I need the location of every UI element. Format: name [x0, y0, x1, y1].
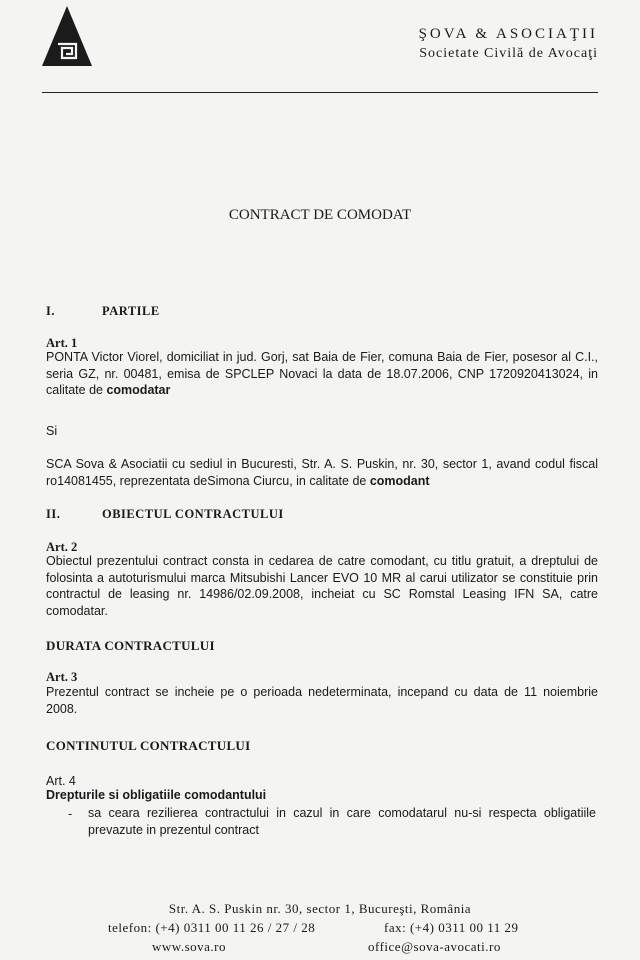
heading-durata: DURATA CONTRACTULUI — [46, 638, 215, 653]
firm-name: ŞOVA & ASOCIAŢII — [418, 26, 598, 42]
art1-text — [46, 349, 598, 399]
party2-text — [46, 456, 598, 489]
section-number: I. — [46, 304, 55, 318]
art3-text: Prezentul contract se incheie pe o perioada nedeterminata, incepand cu data de 11 noiembrie 2008. — [46, 685, 598, 716]
footer-fax: fax: (+4) 0311 00 11 29 — [384, 920, 519, 935]
art1-label: Art. 1 — [46, 336, 78, 350]
section-title: OBIECTUL CONTRACTULUI — [102, 507, 284, 521]
firm-logo — [40, 4, 94, 68]
bullet-marker: - — [68, 807, 73, 821]
art4-label: Art. 4 — [46, 774, 76, 788]
art2-label: Art. 2 — [46, 540, 78, 554]
firm-subtitle: Societate Civilă de Avocaţi — [419, 46, 598, 61]
party2-role: comodant — [369, 473, 430, 488]
footer-address: Str. A. S. Puskin nr. 30, sector 1, Bucureşti, România — [168, 901, 472, 916]
document-title: CONTRACT DE COMODAT — [228, 207, 412, 223]
heading-continut: CONTINUTUL CONTRACTULUI — [46, 738, 251, 753]
party2-text-body: SCA Sova & Asociatii cu sediul in Bucuresti, Str. A. S. Puskin, nr. 30, sector 1, avand codul fiscal ro14081455, reprezentata deSimona Ciurcu, in calitate de — [46, 457, 598, 488]
footer-phone: telefon: (+4) 0311 00 11 26 / 27 / 28 — [108, 920, 316, 935]
section-title: PARTILE — [102, 304, 160, 318]
art1-role: comodatar — [106, 383, 171, 397]
art4-subheading: Drepturile si obligatiile comodantului — [46, 788, 267, 802]
header-divider — [42, 92, 598, 93]
art4-bullet-1: sa ceara rezilierea contractului in cazul in care comodatarul nu-si respecta obligatiile prevazute in prezentul contract — [88, 806, 596, 837]
art3-label: Art. 3 — [46, 670, 78, 684]
footer-website[interactable]: www.sova.ro — [152, 939, 226, 954]
art2-text: Obiectul prezentului contract consta in cedarea de catre comodant, cu titlu gratuit, a dreptului de folosinta a autoturismului marca Mitsubishi Lancer EVO 10 MR al carui utilizator se constituie prin contractul de leasing nr. 14986/02.09.2008, incheiat cu SC Romstal Leasing IFN SA, catre comodatar. — [46, 554, 598, 618]
conjunction: Si — [46, 424, 58, 438]
section-obiectul — [46, 507, 284, 522]
footer-email[interactable]: office@sova-avocati.ro — [368, 939, 501, 954]
art1-text-body: PONTA Victor Viorel, domiciliat in jud. Gorj, sat Baia de Fier, comuna Baia de Fier, posesor al C.I., seria GZ, nr. 00481, emisa de SPCLEP Novaci la data de 18.07.2006, CNP 1720920413024, in calitate de — [46, 350, 598, 397]
section-number: II. — [46, 507, 61, 521]
section-partile — [46, 304, 160, 319]
